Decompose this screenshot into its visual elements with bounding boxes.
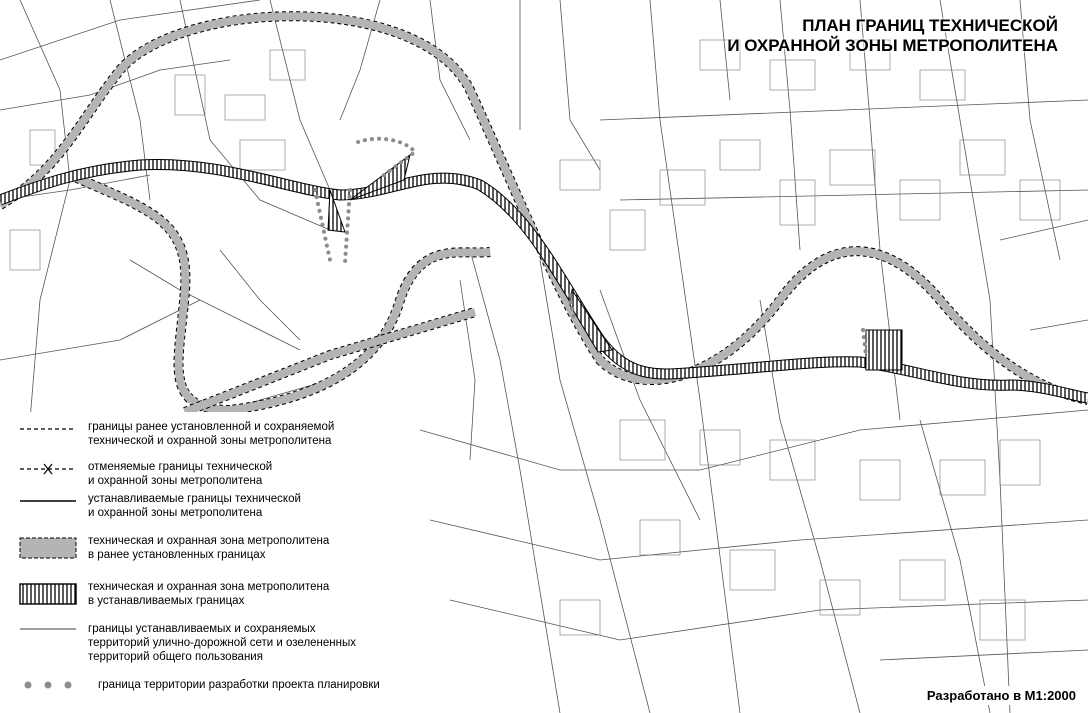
- zone-new-hatched: [0, 155, 1088, 398]
- legend-text: устанавливаемые границы технической: [88, 493, 301, 505]
- legend-text: границы устанавливаемых и сохраняемых: [88, 623, 316, 635]
- map-title-line-2: И ОХРАННОЙ ЗОНЫ МЕТРОПОЛИТЕНА: [727, 36, 1058, 55]
- legend-text: и охранной зоны метрополитена: [88, 507, 263, 519]
- legend-text: техническая и охранная зона метрополитена: [88, 535, 330, 547]
- hatched-box-icon: [18, 582, 78, 606]
- dotted-line-icon: [18, 678, 78, 692]
- dashed-line-icon: [18, 422, 78, 436]
- legend-text: границы ранее установленной и сохраняемой: [88, 421, 335, 433]
- legend-text: технической и охранной зоны метрополитена: [88, 435, 332, 447]
- zone-existing: [0, 16, 1088, 412]
- legend-text: техническая и охранная зона метрополитена: [88, 581, 330, 593]
- legend-text: территорий улично-дорожной сети и озелененных: [88, 637, 357, 649]
- dashed-cross-line-icon: [18, 462, 78, 476]
- legend: [0, 412, 420, 712]
- thin-line-icon: [18, 622, 78, 636]
- legend-text: территорий общего пользования: [88, 651, 263, 663]
- legend-text: в устанавливаемых границах: [88, 595, 245, 607]
- legend-text: граница территории разработки проекта планировки: [98, 679, 380, 691]
- scale-note: Разработано в М1:2000: [923, 686, 1080, 705]
- map-title-line-1: ПЛАН ГРАНИЦ ТЕХНИЧЕСКОЙ: [802, 16, 1058, 35]
- legend-text: отменяемые границы технической: [88, 461, 273, 473]
- legend-text: в ранее установленных границах: [88, 549, 266, 561]
- legend-text: и охранной зоны метрополитена: [88, 475, 263, 487]
- map-title: [727, 16, 1058, 56]
- gray-fill-box-icon: [18, 536, 78, 560]
- solid-line-icon: [18, 494, 78, 508]
